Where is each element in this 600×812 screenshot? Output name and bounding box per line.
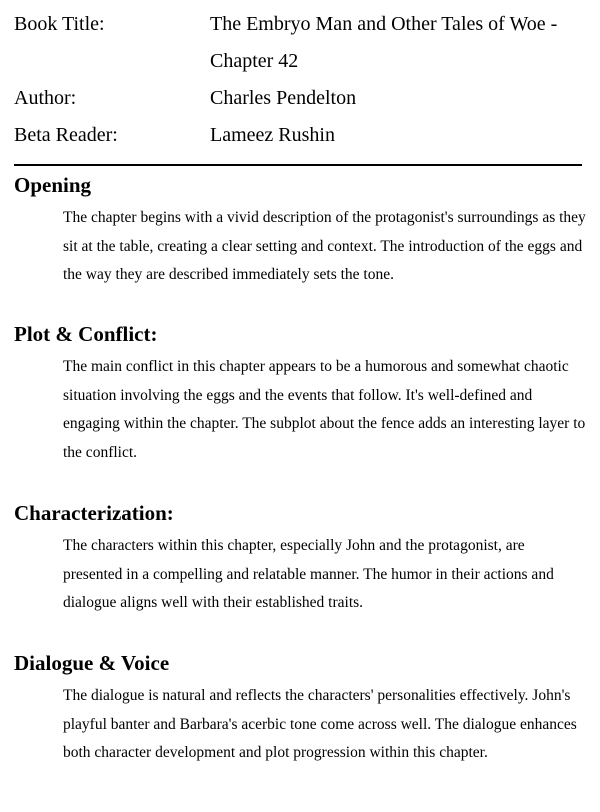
section-dialogue-voice bbox=[14, 651, 586, 768]
author-label: Author: bbox=[14, 87, 77, 109]
book-title-value: The Embryo Man and Other Tales of Woe - Chapter 42 bbox=[210, 13, 558, 72]
section-body-opening: The chapter begins with a vivid description of the protagonist's surroundings as they sit at the table, creating a clear setting and context. The introduction of the eggs and the way they are described immediately sets the tone. bbox=[63, 209, 586, 283]
section-heading-dialogue-voice: Dialogue & Voice bbox=[14, 651, 170, 675]
section-heading-opening: Opening bbox=[14, 173, 92, 197]
section-plot-conflict bbox=[14, 322, 586, 467]
book-metadata bbox=[14, 6, 586, 154]
section-body-characterization: The characters within this chapter, especially John and the protagonist, are presented in a compelling and relatable manner. The humor in their actions and dialogue aligns well with their established traits. bbox=[63, 537, 554, 611]
section-heading-characterization: Characterization: bbox=[14, 501, 174, 525]
section-body-plot-conflict: The main conflict in this chapter appears to be a humorous and somewhat chaotic situation involving the eggs and the events that follow. It's well-defined and engaging within the chapter. The subplot about the fence adds an interesting layer to the conflict. bbox=[63, 358, 586, 461]
beta-reader-value: Lameez Rushin bbox=[210, 124, 335, 146]
section-heading-plot-conflict: Plot & Conflict: bbox=[14, 322, 158, 346]
section-opening bbox=[14, 173, 586, 290]
book-title-label: Book Title: bbox=[14, 13, 105, 35]
section-body-dialogue-voice: The dialogue is natural and reflects the characters' personalities effectively. John's playful banter and Barbara's acerbic tone come across well. The dialogue enhances both character development and plot progression within this chapter. bbox=[63, 687, 577, 761]
author-row bbox=[14, 80, 586, 117]
book-title-row bbox=[14, 6, 586, 80]
section-characterization bbox=[14, 501, 586, 618]
author-value: Charles Pendelton bbox=[210, 87, 357, 109]
beta-reader-label: Beta Reader: bbox=[14, 124, 118, 146]
beta-reader-row bbox=[14, 117, 586, 154]
header-divider bbox=[14, 164, 582, 166]
